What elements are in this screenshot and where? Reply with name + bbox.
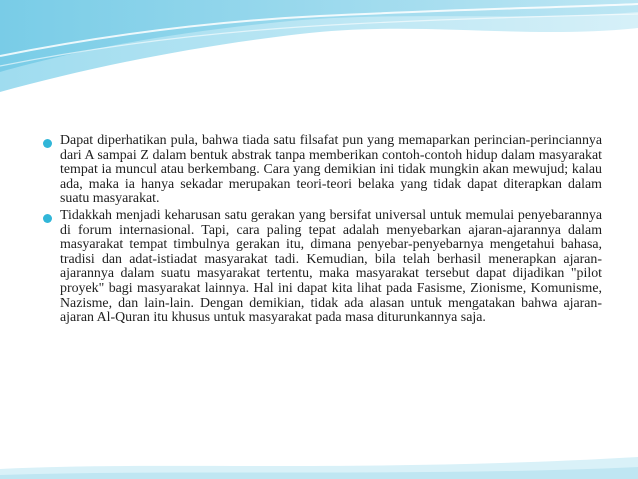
footer-wave-decoration <box>0 439 638 479</box>
bullet-icon <box>43 214 52 223</box>
header-wave-decoration <box>0 0 638 100</box>
bullet-icon <box>43 139 52 148</box>
bullet-text: Dapat diperhatikan pula, bahwa tiada satu filsafat pun yang memaparkan perincian-perinciannya dari A sampai Z dalam bentuk abstrak tanpa memberikan contoh-contoh hidup dalam masyarakat tempat ia muncul atau berkembang. Cara yang demikian ini tidak mungkin akan mewujud; kalau ada, maka ia hanya sekadar merupakan teori-teori belaka yang tidak dapat diterapkan dalam suatu masyarakat. <box>60 133 602 207</box>
list-item <box>42 209 602 326</box>
list-item <box>42 134 602 207</box>
bullet-list <box>42 134 602 328</box>
bullet-text: Tidakkah menjadi keharusan satu gerakan yang bersifat universal untuk memulai penyebarannya di forum internasional. Tapi, cara paling tepat adalah menyebarkan ajaran-ajarannya dalam masyarakat tempat timbulnya gerakan itu, dimana penyebar-penyebarnya mengetahui bahasa, tradisi dan adat-istiadat masyarakat tadi. Kemudian, bila telah berhasil menerapkan ajaran-ajarannya dalam suatu masyarakat tertentu, maka masyarakat tersebut dapat dijadikan "pilot proyek" bagi masyarakat lainnya. Hal ini dapat kita lihat pada Fasisme, Zionisme, Komunisme, Nazisme, dan lain-lain. Dengan demikian, tidak ada alasan untuk mengatakan bahwa ajaran-ajaran Al-Quran itu khusus untuk masyarakat pada masa diturunkannya saja. <box>60 207 602 326</box>
